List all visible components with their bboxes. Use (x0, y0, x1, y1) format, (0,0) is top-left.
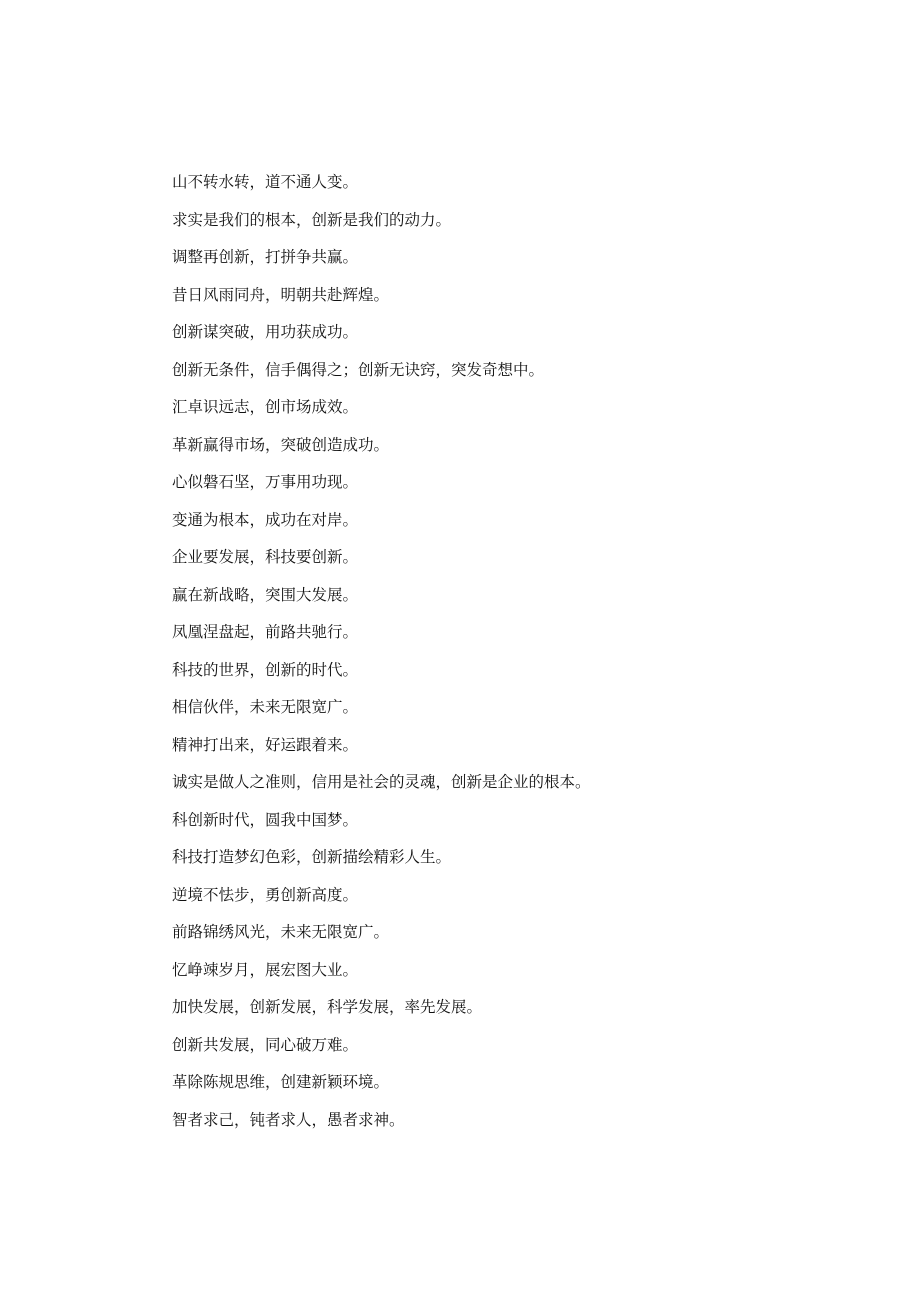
slogan-line: 科创新时代，圆我中国梦。 (172, 810, 359, 829)
slogan-line: 精神打出来，好运跟着来。 (172, 735, 359, 754)
slogan-line: 企业要发展，科技要创新。 (172, 548, 359, 566)
slogan-line: 逆境不怯步，勇创新高度。 (172, 885, 359, 904)
slogan-line: 心似磐石坚，万事用功现。 (172, 473, 359, 491)
slogan-line: 加快发展，创新发展，科学发展，率先发展。 (172, 998, 483, 1016)
slogan-line: 忆峥竦岁月，展宏图大业。 (172, 960, 359, 979)
slogan-line: 智者求己，钝者求人，愚者求神。 (172, 1110, 405, 1129)
slogan-line: 创新共发展，同心破万难。 (172, 1035, 359, 1054)
slogan-line: 昔日风雨同舟，明朝共赴辉煌。 (172, 285, 390, 304)
slogan-line: 汇卓识远志，创市场成效。 (172, 398, 359, 416)
slogan-line: 革新赢得市场，突破创造成功。 (172, 435, 390, 454)
slogan-line: 相信伙伴，未来无限宽广。 (172, 698, 359, 716)
slogan-line: 科技的世界，创新的时代。 (172, 660, 359, 679)
slogan-line: 变通为根本，成功在对岸。 (172, 510, 359, 529)
slogan-line: 前路锦绣风光，未来无限宽广。 (172, 923, 390, 941)
slogan-line: 山不转水转，道不通人变。 (172, 173, 359, 191)
slogan-line: 调整再创新，打拼争共赢。 (172, 248, 359, 266)
slogan-line: 赢在新战略，突围大发展。 (172, 585, 359, 604)
slogan-line: 革除陈规思维，创建新颖环境。 (172, 1073, 390, 1091)
slogan-list (172, 169, 591, 1144)
slogan-line: 科技打造梦幻色彩，创新描绘精彩人生。 (172, 848, 452, 866)
slogan-line: 诚实是做人之准则，信用是社会的灵魂，创新是企业的根本。 (172, 773, 591, 791)
slogan-line: 求实是我们的根本，创新是我们的动力。 (172, 210, 452, 229)
slogan-line: 创新谋突破，用功获成功。 (172, 323, 359, 341)
slogan-line: 凤凰涅盘起，前路共驰行。 (172, 623, 359, 641)
slogan-line: 创新无条件，信手偶得之；创新无诀窍，突发奇想中。 (172, 360, 545, 379)
